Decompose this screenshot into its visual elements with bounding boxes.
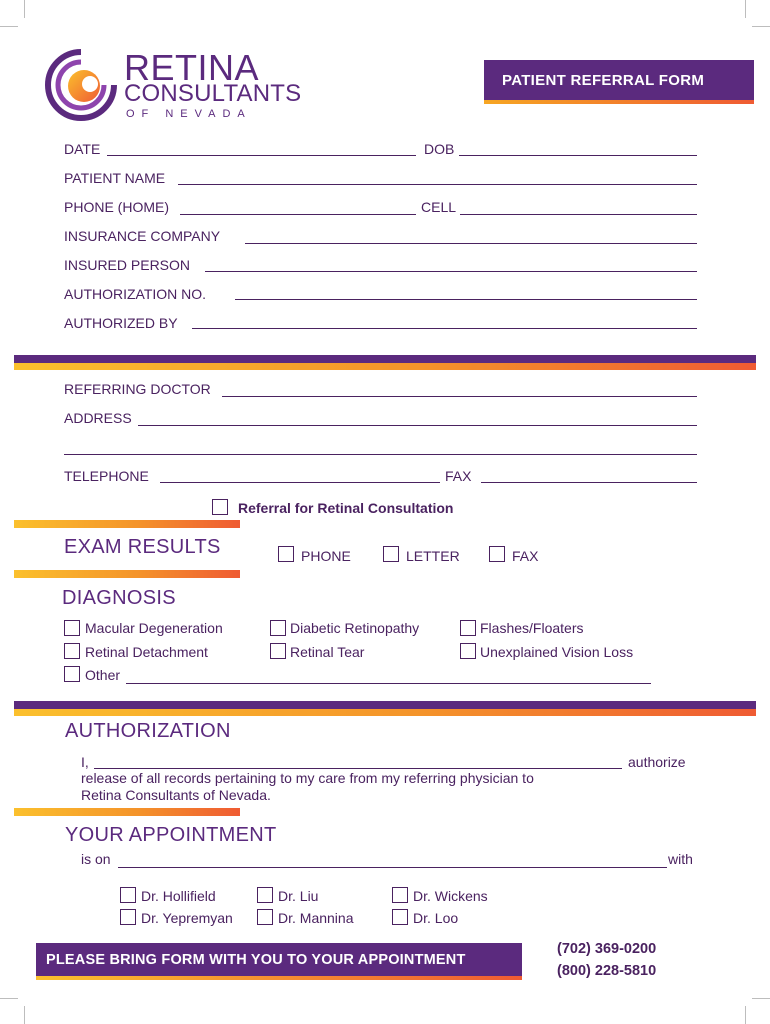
telephone-label: TELEPHONE [64,468,149,484]
patient-name-field[interactable] [178,184,697,185]
referral-consultation-checkbox[interactable] [212,499,228,515]
authorization-prefix: I, [81,754,89,770]
dob-label: DOB [424,141,455,157]
dr-hollifield-label: Dr. Hollifield [141,888,216,904]
authorized-by-field[interactable] [192,328,697,329]
dr-mannina-checkbox[interactable] [257,909,273,925]
dr-hollifield-checkbox[interactable] [120,887,136,903]
crop-mark [745,0,746,18]
exam-fax-checkbox[interactable] [489,546,505,562]
authorization-name-field[interactable] [94,768,622,769]
authorization-heading: AUTHORIZATION [65,720,231,742]
dob-field[interactable] [459,155,697,156]
exam-fax-label: FAX [512,548,539,564]
insured-person-label: INSURED PERSON [64,257,191,273]
exam-results-heading: EXAM RESULTS [64,536,221,558]
dr-yepremyan-label: Dr. Yepremyan [141,910,233,926]
authorization-suffix: authorize [628,754,686,770]
crop-mark [745,1006,746,1024]
title-accent-bar [484,100,754,104]
diagnosis-heading: DIAGNOSIS [62,587,176,609]
dr-yepremyan-checkbox[interactable] [120,909,136,925]
phone-number-tollfree: (800) 228-5810 [557,963,657,979]
exam-letter-label: LETTER [406,548,460,564]
diabetic-retinopathy-checkbox[interactable] [270,620,286,636]
dr-wickens-checkbox[interactable] [392,887,408,903]
other-label: Other [85,667,121,683]
dr-loo-label: Dr. Loo [413,910,459,926]
insurance-company-label: INSURANCE COMPANY [64,228,221,244]
crop-mark [0,26,18,27]
exam-results-bar [14,520,240,528]
authorization-text-line2: release of all records pertaining to my care from my referring physician to [81,770,534,786]
form-title-banner: PATIENT REFERRAL FORM [484,60,754,104]
section-divider [14,355,756,370]
insured-person-field[interactable] [205,271,697,272]
dr-loo-checkbox[interactable] [392,909,408,925]
other-field[interactable] [126,683,651,684]
date-field[interactable] [107,155,416,156]
address-field[interactable] [138,425,697,426]
fax-label: FAX [445,468,472,484]
dr-liu-checkbox[interactable] [257,887,273,903]
retinal-tear-label: Retinal Tear [290,644,365,660]
referring-doctor-field[interactable] [222,396,697,397]
section-divider [14,701,756,716]
crop-mark [0,998,18,999]
retinal-tear-checkbox[interactable] [270,643,286,659]
unexplained-vision-loss-label: Unexplained Vision Loss [480,644,634,660]
macular-degeneration-checkbox[interactable] [64,620,80,636]
authorization-text-line3: Retina Consultants of Nevada. [81,787,271,803]
logo-eye-icon [44,48,118,122]
logo-text-nevada: OF NEVADA [126,108,252,120]
diabetic-retinopathy-label: Diabetic Retinopathy [290,620,420,636]
logo-text-retina: RETINA [124,47,260,88]
bring-form-banner: PLEASE BRING FORM WITH YOU TO YOUR APPOINTMENT [36,943,522,977]
dr-liu-label: Dr. Liu [278,888,319,904]
address-field-line2[interactable] [64,454,697,455]
authorized-by-label: AUTHORIZED BY [64,315,178,331]
unexplained-vision-loss-checkbox[interactable] [460,643,476,659]
crop-mark [24,0,25,18]
crop-mark [752,998,770,999]
appointment-prefix: is on [81,851,111,867]
referral-consultation-label: Referral for Retinal Consultation [238,500,454,516]
macular-degeneration-label: Macular Degeneration [85,620,223,636]
bring-form-accent [36,976,522,980]
phone-number-local: (702) 369-0200 [557,941,657,957]
exam-phone-checkbox[interactable] [278,546,294,562]
authorization-no-label: AUTHORIZATION NO. [64,286,207,302]
crop-mark [752,26,770,27]
appointment-bar [14,808,240,816]
retinal-detachment-label: Retinal Detachment [85,644,208,660]
cell-label: CELL [421,199,457,215]
exam-letter-checkbox[interactable] [383,546,399,562]
phone-home-field[interactable] [180,214,416,215]
retinal-detachment-checkbox[interactable] [64,643,80,659]
other-checkbox[interactable] [64,666,80,682]
appointment-date-field[interactable] [118,867,667,868]
fax-field[interactable] [481,482,697,483]
flashes-floaters-label: Flashes/Floaters [480,620,584,636]
crop-mark [24,1006,25,1024]
appointment-suffix: with [668,851,693,867]
patient-name-label: PATIENT NAME [64,170,166,186]
flashes-floaters-checkbox[interactable] [460,620,476,636]
insurance-company-field[interactable] [245,243,697,244]
exam-phone-label: PHONE [301,548,351,564]
dr-wickens-label: Dr. Wickens [413,888,488,904]
dr-mannina-label: Dr. Mannina [278,910,354,926]
referring-doctor-label: REFERRING DOCTOR [64,381,211,397]
logo-text-consultants: CONSULTANTS [124,80,302,107]
address-label: ADDRESS [64,410,132,426]
date-label: DATE [64,141,101,157]
appointment-heading: YOUR APPOINTMENT [65,824,277,846]
telephone-field[interactable] [160,482,440,483]
phone-home-label: PHONE (HOME) [64,199,169,215]
authorization-no-field[interactable] [235,299,697,300]
cell-field[interactable] [460,214,697,215]
exam-results-bottom-bar [14,570,240,578]
